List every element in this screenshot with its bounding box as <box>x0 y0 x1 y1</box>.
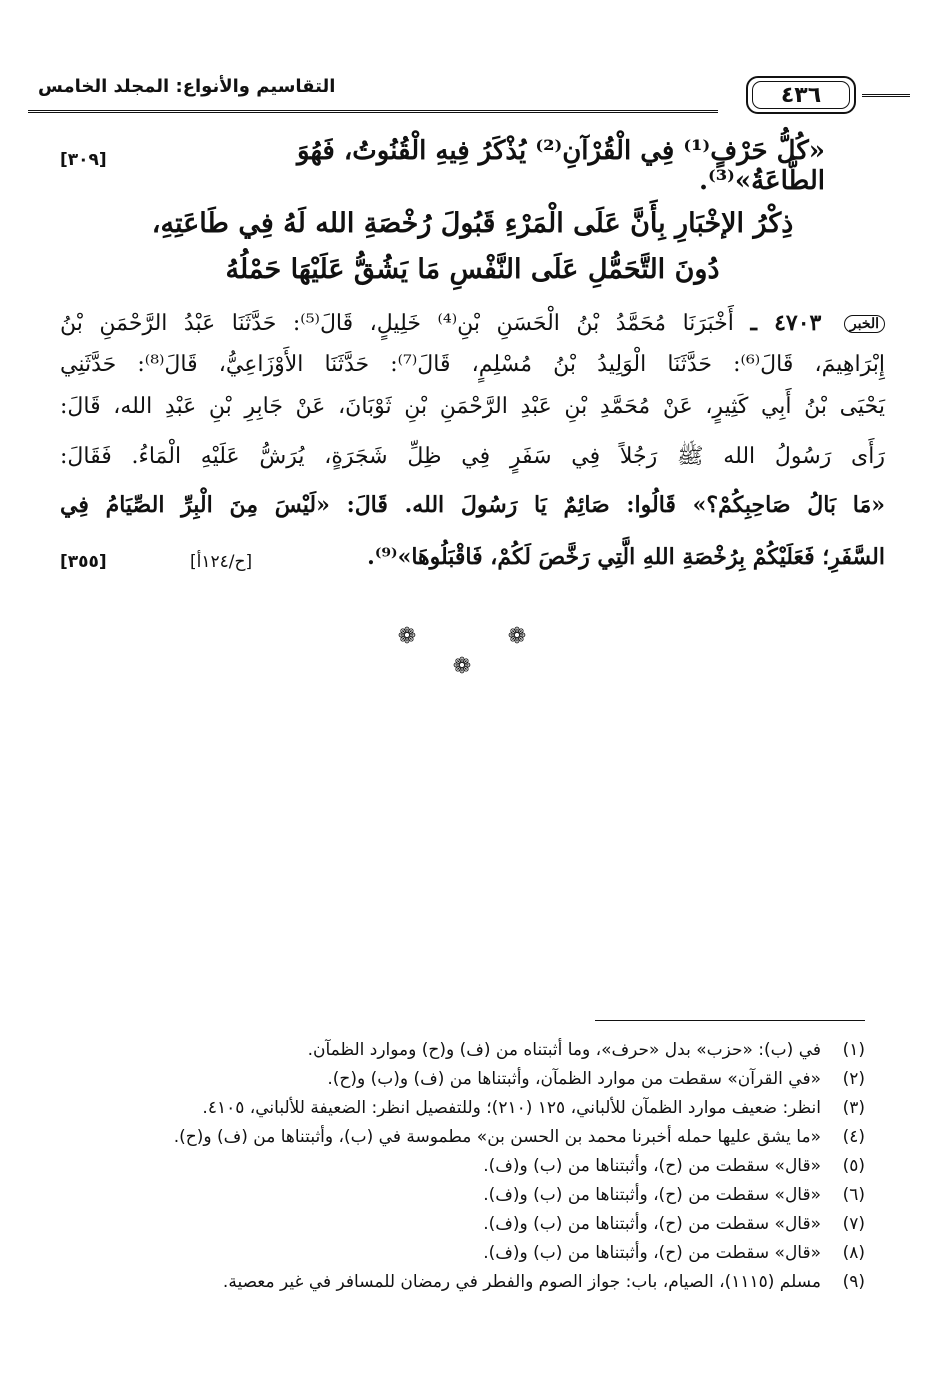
page-number: ٤٣٦ <box>752 81 850 109</box>
footnote-text: «قال» سقطت من (ح)، وأثبتناها من (ب) و(ف). <box>483 1156 821 1176</box>
footnote-1 <box>80 1040 865 1060</box>
footnote-4 <box>80 1127 865 1147</box>
page-number-frame <box>746 76 856 114</box>
chapter-heading-line-1: ذِكْرُ الإخْبَارِ بِأَنَّ عَلَى الْمَرْءِ قَبُولَ رُخْصَةِ الله لَهُ فِي طَاعَتِهِ، <box>151 208 794 239</box>
footnote-text: مسلم (١١١٥)، الصيام، باب: جواز الصوم والفطر في رمضان للمسافر في غير معصية. <box>222 1272 821 1292</box>
hadith-ref: [٣٥٥] <box>60 552 107 572</box>
footnote-number: (٥) <box>842 1156 865 1176</box>
footnote-text: في (ب): «حزب» بدل «حرف»، وما أثبتناه من (ف) و(ح) وموارد الظمآن. <box>307 1040 821 1060</box>
header-rule-short <box>862 94 910 97</box>
top-hadith-ref: [٣٠٩] <box>60 150 107 170</box>
footnote-number: (٦) <box>842 1185 865 1205</box>
footnote-2 <box>80 1069 865 1089</box>
hadith-line-6: السَّفَرِ؛ فَعَلَيْكُمْ بِرُخْصَةِ اللهِ الَّتِي رَخَّصَ لَكُمْ، فَاقْبَلُوهَا»⁽⁹⁾. <box>367 544 885 570</box>
hadith-isnad-1: أَخْبَرَنَا مُحَمَّدُ بْنُ الْحَسَنِ بْنِ⁽⁴⁾ خَلِيلٍ، قَالَ⁽⁵⁾: حَدَّثَنَا عَبْدُ الرَّحْمَنِ بْنُ <box>60 311 734 336</box>
chapter-heading-line-2: دُونَ التَّحَمُّلِ عَلَى النَّفْسِ مَا يَشُقُّ عَلَيْهَا حَمْلُهُ <box>225 254 720 285</box>
footnote-text: انظر: ضعيف موارد الظمآن للألباني، ١٢٥ (٢١٠)؛ وللتفصيل انظر: الضعيفة للألباني، ٤١٠٥. <box>202 1098 821 1118</box>
footnote-text: «ما يشق عليها حمله أخبرنا محمد بن الحسن بن» مطموسة في (ب)، وأثبتناها من (ف) و(ح). <box>173 1127 821 1147</box>
hadith-line-5: «مَا بَالُ صَاحِبِكُمْ؟» قَالُوا: صَائِمٌ يَا رَسُولَ الله. قَالَ: «لَيْسَ مِنَ الْبِرِّ الصِّيَامُ فِي <box>60 492 885 518</box>
footnote-number: (٧) <box>842 1214 865 1234</box>
footnote-number: (٢) <box>842 1069 865 1089</box>
hadith-number: ٤٧٠٣ ـ <box>750 310 822 336</box>
footnote-number: (٨) <box>842 1243 865 1263</box>
page-header <box>28 70 913 116</box>
footnote-text: «قال» سقطت من (ح)، وأثبتناها من (ب) و(ف). <box>483 1243 821 1263</box>
top-hadith-text: «كُلُّ حَرْفٍ⁽¹⁾ فِي الْقُرْآنِ⁽²⁾ يُذْكَرُ فِيهِ الْقُنُوتُ، فَهُوَ الطَّاعَةُ»⁽³⁾. <box>297 136 825 196</box>
footnote-3 <box>80 1098 865 1118</box>
footnote-6 <box>80 1185 865 1205</box>
footnote-5 <box>80 1156 865 1176</box>
ornament-icon: ❁ <box>397 624 417 649</box>
ornament-icon: ❁ <box>507 624 527 649</box>
hadith-line-3: يَحْيَى بْنُ أَبِي كَثِيرٍ، عَنْ مُحَمَّدِ بْنِ عَبْدِ الرَّحْمَنِ بْنِ ثَوْبَانَ، عَنْ جَابِرِ بْنِ عَبْدِ الله، قَالَ: <box>60 394 885 419</box>
hadith-line-4: رَأَى رَسُولُ الله ﷺ رَجُلاً فِي سَفَرٍ فِي ظِلِّ شَجَرَةٍ، يُرَشُّ عَلَيْهِ الْمَاءُ. فَقَالَ: <box>60 444 885 469</box>
header-rule <box>28 110 718 113</box>
hadith-line-1 <box>60 310 885 336</box>
footnote-7 <box>80 1214 865 1234</box>
running-title: التقاسيم والأنواع: المجلد الخامس <box>38 76 336 97</box>
hadith-inline-ref: [ح/١٢٤أ] <box>190 552 253 572</box>
footnote-number: (٤) <box>842 1127 865 1147</box>
footnote-text: «قال» سقطت من (ح)، وأثبتناها من (ب) و(ف). <box>483 1214 821 1234</box>
footnote-number: (٩) <box>842 1272 865 1292</box>
ornament-icon: ❁ <box>452 654 472 679</box>
footnote-text: «قال» سقطت من (ح)، وأثبتناها من (ب) و(ف). <box>483 1185 821 1205</box>
footnote-number: (٣) <box>842 1098 865 1118</box>
footnote-9 <box>80 1272 865 1292</box>
footnote-text: «في القرآن» سقطت من موارد الظمآن، وأثبتناها من (ف) و(ب) و(ح). <box>327 1069 821 1089</box>
footnote-8 <box>80 1243 865 1263</box>
hadith-line-2: إِبْرَاهِيمَ، قَالَ⁽⁶⁾: حَدَّثَنَا الْوَلِيدُ بْنُ مُسْلِمٍ، قَالَ⁽⁷⁾: حَدَّثَنَا الأَوْزَاعِيُّ، قَالَ⁽⁸⁾: حَدَّثَنِي <box>60 352 885 377</box>
footnote-separator <box>595 1020 865 1021</box>
footnote-number: (١) <box>842 1040 865 1060</box>
hadith-marker-icon: الخبر <box>844 315 885 333</box>
